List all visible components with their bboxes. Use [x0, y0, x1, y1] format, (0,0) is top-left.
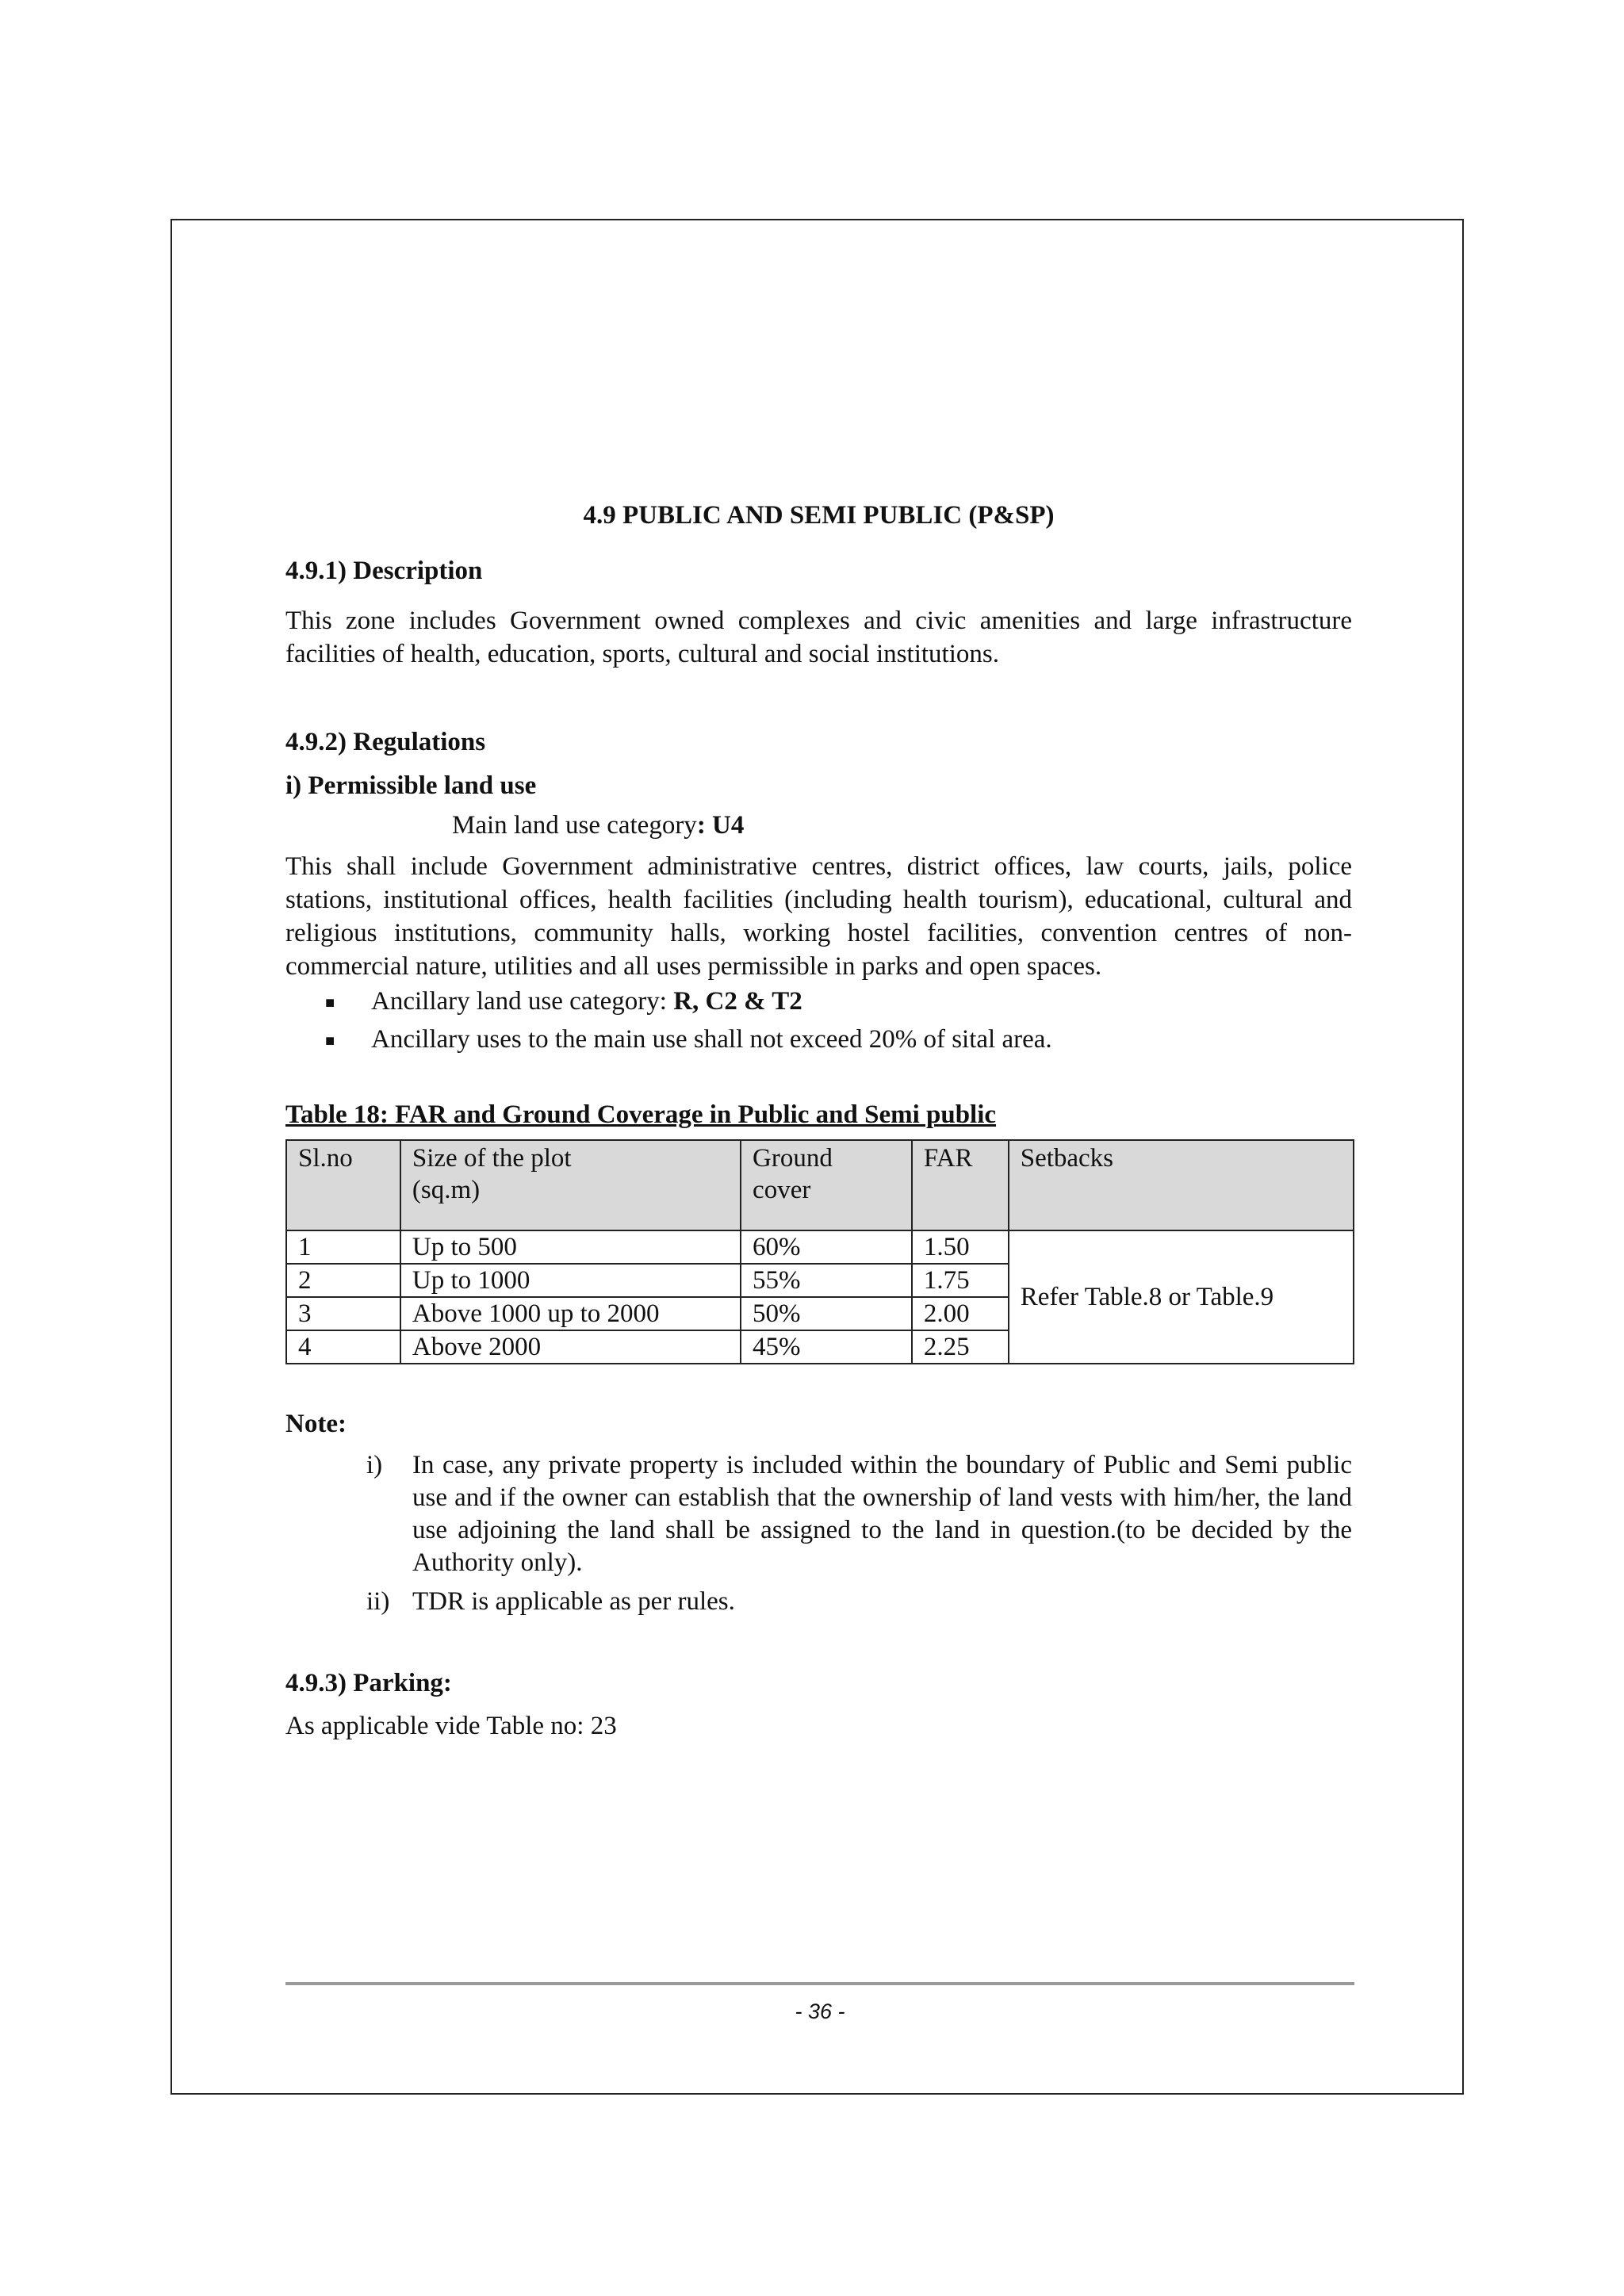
parking-text: As applicable vide Table no: 23 — [285, 1712, 617, 1740]
cell-far: 2.25 — [912, 1330, 1009, 1364]
note-label: Note: — [285, 1410, 347, 1438]
bullet-text: Ancillary uses to the main use shall not exceed 20% of sital area. — [371, 1025, 1052, 1054]
cell-slno: 1 — [286, 1230, 400, 1264]
bullet-text: Ancillary land use category: R, C2 & T2 — [371, 987, 802, 1016]
main-category-line — [452, 811, 744, 840]
list-item — [325, 1025, 1052, 1063]
page-number: - 36 - — [795, 1999, 845, 2023]
list-item — [325, 987, 1052, 1025]
cell-size: Up to 500 — [400, 1230, 741, 1264]
list-item — [366, 1586, 1352, 1618]
table-caption: Table 18: FAR and Ground Coverage in Public and Semi public — [285, 1100, 997, 1129]
description-text: This zone includes Government owned complexes and civic amenities and large infrastructure facilities of health, education, sports, cultural and social institutions. — [285, 607, 1352, 668]
regulations-heading: 4.9.2) Regulations — [285, 728, 486, 756]
cell-far: 2.00 — [912, 1297, 1009, 1330]
cell-setbacks: Refer Table.8 or Table.9 — [1009, 1230, 1354, 1364]
cell-ground: 50% — [741, 1297, 912, 1330]
cell-slno: 3 — [286, 1297, 400, 1330]
table-row — [286, 1230, 1354, 1264]
main-category-value: : U4 — [696, 811, 745, 840]
ancillary-list — [325, 987, 1052, 1063]
header-slno: Sl.no — [286, 1140, 400, 1230]
cell-size: Above 2000 — [400, 1330, 741, 1364]
list-item — [366, 1449, 1352, 1579]
cell-far: 1.75 — [912, 1264, 1009, 1297]
cell-size: Above 1000 up to 2000 — [400, 1297, 741, 1330]
square-bullet-icon: ■ — [325, 994, 335, 1012]
cell-far: 1.50 — [912, 1230, 1009, 1264]
footer-divider — [285, 1982, 1354, 1985]
note-text: In case, any private property is included within the boundary of Public and Semi public use and if the owner can establish that the ownership of land vests with him/her, the land use adjoining the land shall be assigned to the land in question.(to be decided by the Authority only). — [412, 1451, 1352, 1577]
cell-ground: 60% — [741, 1230, 912, 1264]
cell-ground: 45% — [741, 1330, 912, 1364]
cell-size: Up to 1000 — [400, 1264, 741, 1297]
section-title: 4.9 PUBLIC AND SEMI PUBLIC (P&SP) — [583, 501, 1055, 530]
square-bullet-icon: ■ — [325, 1032, 335, 1050]
cell-slno: 4 — [286, 1330, 400, 1364]
header-size: Size of the plot (sq.m) — [400, 1140, 741, 1230]
permissible-heading: i) Permissible land use — [285, 771, 537, 800]
far-table — [285, 1139, 1354, 1364]
header-far: FAR — [912, 1140, 1009, 1230]
cell-ground: 55% — [741, 1264, 912, 1297]
note-text: TDR is applicable as per rules. — [412, 1587, 735, 1616]
note-number: ii) — [366, 1587, 390, 1616]
cell-slno: 2 — [286, 1264, 400, 1297]
header-setbacks: Setbacks — [1009, 1140, 1354, 1230]
description-heading: 4.9.1) Description — [285, 557, 483, 585]
table-header-row — [286, 1140, 1354, 1230]
header-ground-cover: Ground cover — [741, 1140, 912, 1230]
parking-heading: 4.9.3) Parking: — [285, 1669, 452, 1697]
note-number: i) — [366, 1451, 383, 1479]
note-list — [366, 1449, 1352, 1624]
main-category-label: Main land use category — [452, 811, 697, 840]
main-use-text: This shall include Government administrative centres, district offices, law courts, jails, police stations, institutional offices, health facilities (including health tourism), educational, cultural and religious institutions, community halls, working hostel facilities, convention centres of non-commercial nature, utilities and all uses permissible in parks and open spaces. — [285, 852, 1352, 981]
